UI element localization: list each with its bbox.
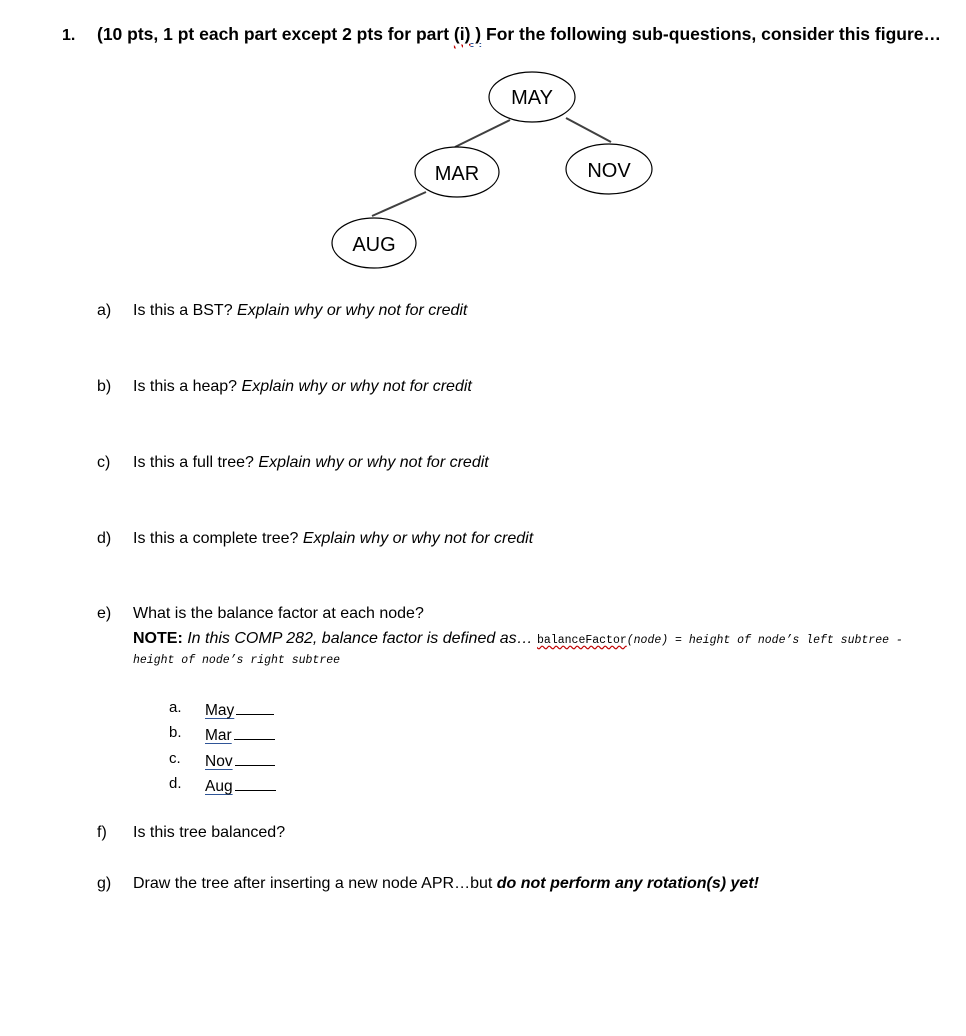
subitem-may	[205, 698, 274, 720]
subitem-name: Aug	[205, 778, 233, 795]
header-part-i: (i)	[453, 24, 471, 44]
node-nov-label: NOV	[587, 160, 631, 182]
part-b-text: Is this a heap?	[133, 378, 242, 395]
part-b-label: b)	[97, 378, 112, 395]
node-aug-label: AUG	[352, 234, 396, 256]
part-g-question	[133, 875, 759, 893]
edge-may-mar	[455, 120, 510, 147]
part-b-question	[133, 378, 472, 396]
part-f-label: f)	[97, 824, 107, 841]
part-a-question	[133, 302, 467, 320]
part-e-label: e)	[97, 605, 112, 622]
subitem-letter: a.	[169, 699, 182, 716]
header-part-close: )	[470, 24, 482, 44]
formula-line-2-text: height of node’s right subtree	[133, 654, 341, 667]
part-d-text: Is this a complete tree?	[133, 530, 303, 547]
node-may-label: MAY	[511, 87, 553, 109]
subitem-name: May	[205, 702, 235, 719]
subitem-letter: c.	[169, 750, 181, 767]
node-mar	[415, 147, 499, 197]
subitem-name: Mar	[205, 727, 232, 744]
answer-blank-nov[interactable]	[235, 749, 275, 766]
part-c-emph: Explain why or why not for credit	[258, 454, 489, 471]
part-a-label: a)	[97, 302, 112, 319]
part-g-label: g)	[97, 875, 112, 892]
part-e-text: What is the balance factor at each node?	[133, 605, 424, 622]
subitem-letter: d.	[169, 775, 182, 792]
header-prefix: (10 pts, 1 pt each part except 2 pts for part	[97, 24, 454, 44]
subitem-mar	[205, 723, 275, 745]
note-text: In this COMP 282, balance factor is defined as…	[182, 630, 538, 647]
part-g-text: Draw the tree after inserting a new node APR…but	[133, 875, 497, 892]
part-a-text: Is this a BST?	[133, 302, 238, 319]
subitem-name: Nov	[205, 753, 233, 770]
part-c-text: Is this a full tree?	[133, 454, 259, 471]
part-d-question	[133, 530, 533, 548]
formula-line-1	[537, 634, 903, 647]
subitem-nov	[205, 749, 275, 771]
node-aug	[332, 218, 416, 268]
part-g-emph: do not perform any rotation(s) yet!	[496, 875, 759, 892]
formula-line-2	[133, 654, 340, 667]
part-d-emph: Explain why or why not for credit	[302, 530, 534, 547]
part-d-label: d)	[97, 530, 112, 547]
subitem-aug	[205, 774, 276, 796]
formula-fn: balanceFactor	[537, 634, 627, 647]
answer-blank-may[interactable]	[236, 698, 274, 715]
subitem-letter: b.	[169, 724, 182, 741]
answer-blank-aug[interactable]	[235, 774, 276, 791]
part-e-note	[133, 630, 903, 648]
node-may	[489, 72, 575, 122]
part-c-label: c)	[97, 454, 111, 471]
part-f-text: Is this tree balanced?	[133, 824, 286, 841]
question-number: 1.	[62, 27, 76, 44]
part-c-question	[133, 454, 489, 472]
part-a-emph: Explain why or why not for credit	[237, 302, 468, 319]
note-label: NOTE:	[133, 630, 183, 647]
part-b-emph: Explain why or why not for credit	[241, 378, 472, 395]
formula-rest: (node) = height of node’s left subtree -	[626, 634, 903, 647]
node-mar-label: MAR	[434, 163, 480, 185]
tree-diagram	[0, 0, 966, 300]
node-nov	[566, 144, 652, 194]
edge-mar-aug	[372, 192, 426, 216]
header-suffix: For the following sub-questions, consider this figure…	[481, 24, 942, 44]
answer-blank-mar[interactable]	[234, 723, 275, 740]
edge-may-nov	[566, 118, 611, 142]
